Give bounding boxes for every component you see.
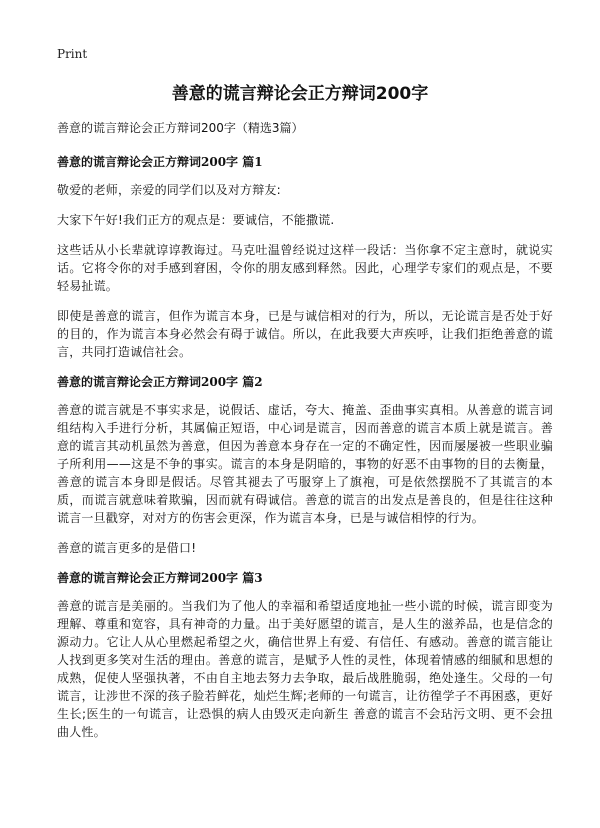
section-2 xyxy=(57,373,553,557)
section-3 xyxy=(57,569,553,741)
page-title: 善意的谎言辩论会正方辩词200字 xyxy=(171,84,429,104)
document-subtitle: 善意的谎言辩论会正方辩词200字（精选3篇） xyxy=(57,121,304,135)
section-1 xyxy=(57,153,553,361)
section-heading: 善意的谎言辩论会正方辩词200字 篇2 xyxy=(57,375,263,389)
print-link[interactable]: Print xyxy=(57,47,88,61)
paragraph: 善意的谎言更多的是借口! xyxy=(57,541,197,555)
paragraph: 善意的谎言是美丽的。当我们为了他人的幸福和希望适度地扯一些小谎的时候，谎言即变为理解、尊重和宽容，具有神奇的力量。出于美好愿望的谎言，是人生的滋养品，也是信念的源动力。它让人从心里燃起希望之火，确信世界上有爱、有信任、有感动。善意的谎言能让人找到更多笑对生活的理由。善意的谎言，是赋予人性的灵性，体现着情感的细腻和思想的成熟，促使人坚强执著，不由自主地去努力去争取，最后战胜脆弱，绝处逢生。父母的一句谎言，让涉世不深的孩子脸若鲜花，灿烂生辉;老师的一句谎言，让彷徨学子不再困惑，更好生长;医生的一句谎言，让恐惧的病人由毁灭走向新生 善意的谎言不会玷污文明、更不会扭曲人性。 xyxy=(57,599,553,739)
paragraph: 这些话从小长辈就谆谆教诲过。马克吐温曾经说过这样一段话：当你拿不定主意时，就说实话。它将令你的对手感到窘困，令你的朋友感到释然。因此，心理学专家们的观点是，不要轻易扯谎。 xyxy=(57,243,553,293)
paragraph: 善意的谎言就是不事实求是，说假话、虚话，夸大、掩盖、歪曲事实真相。从善意的谎言词组结构入手进行分析，其属偏正短语，中心词是谎言，因而善意的谎言本质上就是谎言。善意的谎言其动机虽然为善意，但因为善意本身存在一定的不确定性，因而屡屡被一些职业骗子所利用——这是不争的事实。谎言的本身是阴暗的，事物的好恶不由事物的目的去衡量，善意的谎言本身即是假话。尽管其褪去了丐服穿上了旗袍，可是依然摆脱不了其谎言的本质，而谎言就意味着欺骗，因而就有碍诚信。善意的谎言的出发点是善良的，但是往往这种谎言一旦戳穿，对对方的伤害会更深，作为谎言本身，已是与诚信相悖的行为。 xyxy=(57,403,553,525)
section-heading: 善意的谎言辩论会正方辩词200字 篇1 xyxy=(57,155,263,169)
paragraph: 敬爱的老师，亲爱的同学们以及对方辩友: xyxy=(57,183,281,197)
paragraph: 即使是善意的谎言，但作为谎言本身，已是与诚信相对的行为，所以，无论谎言是否处于好的目的，作为谎言本身必然会有碍于诚信。所以，在此我要大声疾呼，让我们拒绝善意的谎言，共同打造诚信社会。 xyxy=(57,309,553,359)
document-body xyxy=(57,119,553,753)
section-heading: 善意的谎言辩论会正方辩词200字 篇3 xyxy=(57,571,263,585)
paragraph: 大家下午好!我们正方的观点是：要诚信，不能撒谎. xyxy=(57,213,335,227)
